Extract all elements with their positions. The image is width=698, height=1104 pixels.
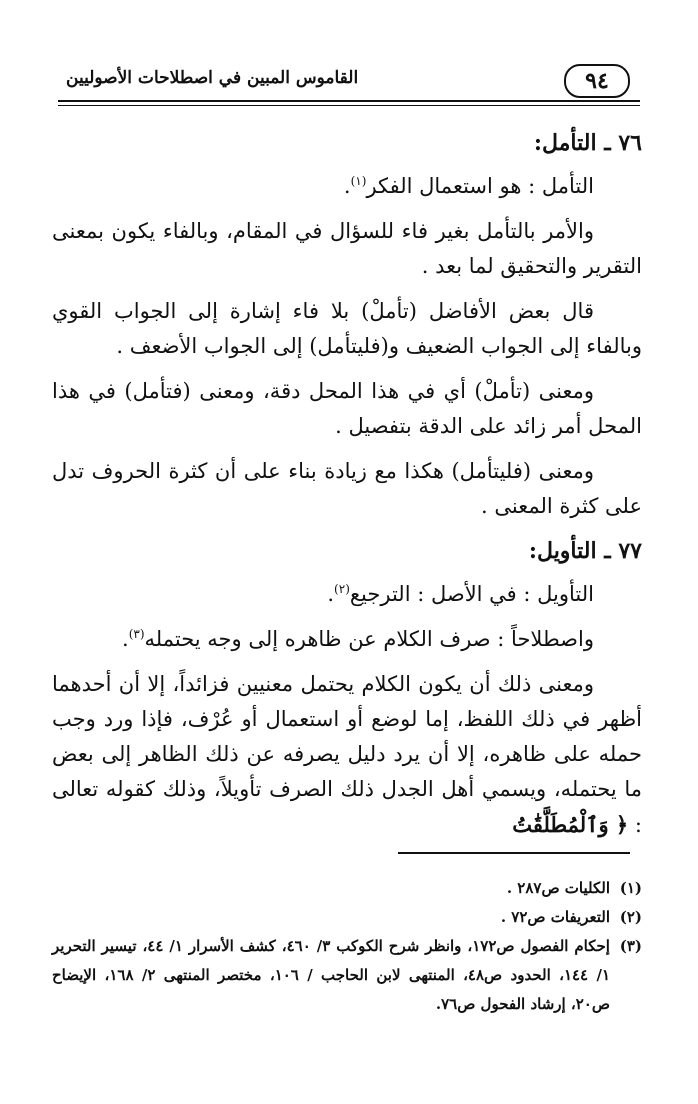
footnote-ref: (٢) [334,582,350,596]
paragraph: قال بعض الأفاضل (تأملْ) بلا فاء إشارة إلى الجواب القوي وبالفاء إلى الجواب الضعيف و(فليتأمل) إلى الجواب الأضعف . [52,299,642,358]
main-text [52,126,642,853]
running-title: القاموس المبين في اصطلاحات الأصوليين [66,68,359,88]
paragraph: والأمر بالتأمل بغير فاء للسؤال في المقام، وبالفاء يكون بمعنى التقرير والتحقيق لما بعد . [52,219,642,278]
footnote-text: الكليات ص٢٨٧ . [506,879,610,897]
period: . [343,174,351,198]
paragraph: ومعنى (فليتأمل) هكذا مع زيادة بناء على أن كثرة الحروف تدل على كثرة المعنى . [52,459,642,518]
footnote-marker: (٢) [619,908,642,926]
footnote-text: التعريفات ص٧٢ . [500,908,610,926]
quran-quote: ﴿ وَٱلْمُطَلَّقَٰتُ [512,812,629,837]
entry-heading-77: ٧٧ ـ التأويل: [528,538,642,564]
footnote-item [52,874,642,903]
definition-text: التأمل : هو استعمال الفكر [366,174,594,198]
footnotes [52,874,642,1019]
header-rule-thin [58,105,640,106]
header-rule [58,100,640,102]
period: . [327,582,335,606]
footnote-ref: (١) [350,174,367,188]
footnote-marker: (٣) [619,937,642,955]
running-header [58,62,640,102]
footnote-text: إحكام الفصول ص١٧٢، وانظر شرح الكوكب ٣/ ٤٦٠، كشف الأسرار ١/ ٤٤، تيسير التحرير ١/ ١٤٤، الحدود ص٤٨، المنتهى لابن الحاجب / ١٠٦، مختصر المنتهى ٢/ ١٦٨، الإيضاح ص٢٠، إرشاد الفحول ص٧٦. [52,937,610,1013]
entry-heading-76: ٧٦ ـ التأمل: [533,130,642,156]
paragraph [52,667,642,843]
footnote-separator [398,852,630,854]
paragraph-text: ومعنى ذلك أن يكون الكلام يحتمل معنيين فزائداً، إلا أن أحدهما أظهر في ذلك اللفظ، إما لوضع أو استعمال أو عُرْف، فإذا ورد وجب حمله على ظاهره، إلا أن يرد دليل يصرفه عن ذلك الظاهر إلى بعض ما يحتمله، ويسمي أهل الجدل ذلك الصرف تأويلاً، وذلك كقوله تعالى : [52,672,642,837]
paragraph [52,577,642,612]
period: . [122,627,129,651]
paragraph [52,169,642,204]
footnote-item [52,932,642,1019]
definition-text: التأويل : في الأصل : الترجيع [349,582,594,606]
footnote-item [52,903,642,932]
paragraph: ومعنى (تأملْ) أي في هذا المحل دقة، ومعنى (فتأمل) في هذا المحل أمر زائد على الدقة بتفصيل . [52,379,642,438]
page-number: ٩٤ [564,64,630,98]
definition-text: واصطلاحاً : صرف الكلام عن ظاهره إلى وجه يحتمله [144,627,594,651]
paragraph [52,622,642,657]
footnote-ref: (٣) [128,627,145,641]
footnote-marker: (١) [619,879,642,897]
